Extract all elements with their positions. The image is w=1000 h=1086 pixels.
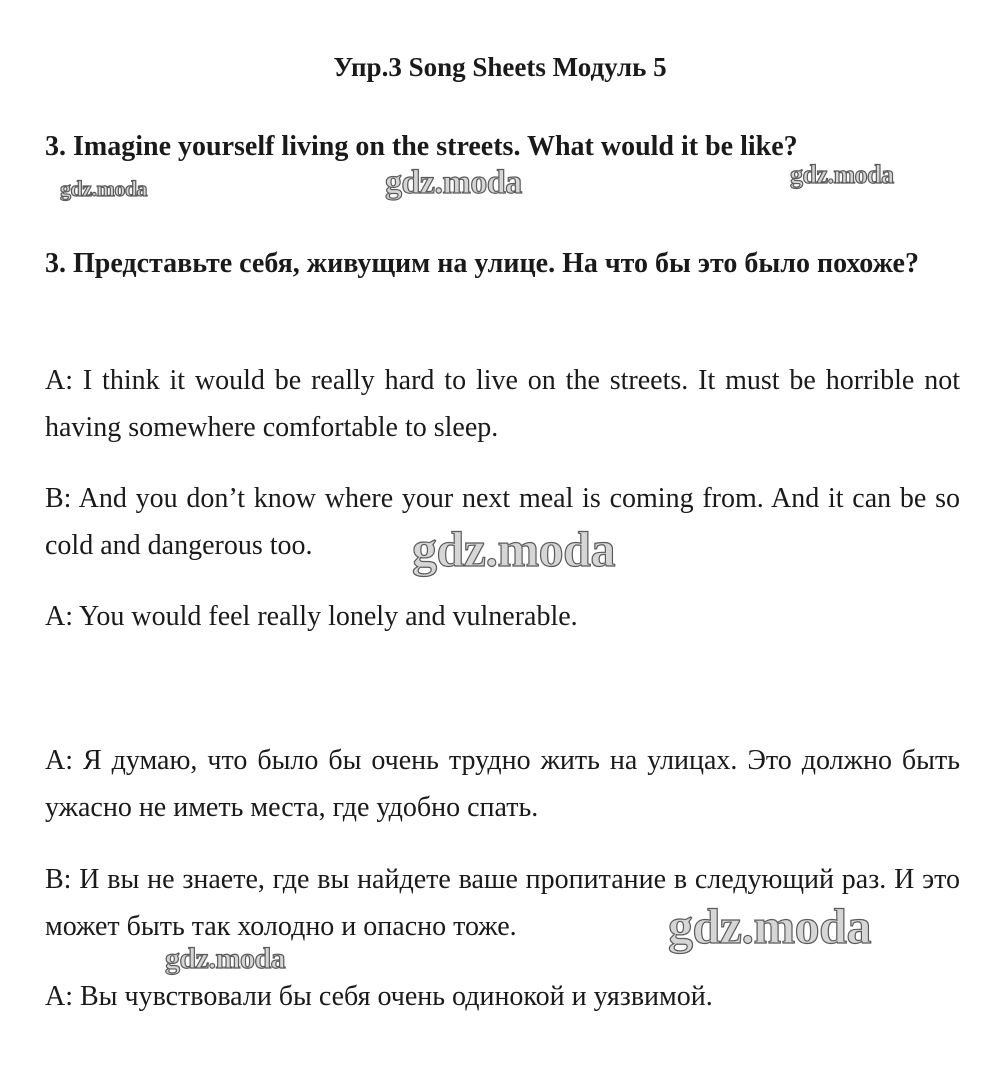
dialogue-ru-line-1: А: Я думаю, что было бы очень трудно жить на улицах. Это должно быть ужасно не иметь места, где удобно спать.: [45, 745, 960, 823]
question-en: 3. Imagine yourself living on the streets. What would it be like?: [45, 131, 798, 162]
dialogue-ru-line-3: А: Вы чувствовали бы себя очень одинокой и уязвимой.: [45, 981, 713, 1012]
dialogue-en-line-1: A: I think it would be really hard to live on the streets. It must be horrible not having somewhere comfortable to sleep.: [45, 365, 960, 443]
watermark: gdz.moda: [790, 160, 894, 189]
watermark: gdz.moda: [60, 176, 148, 201]
page-title: Упр.3 Song Sheets Модуль 5: [333, 52, 667, 82]
dialogue-en-line-2: B: And you don’t know where your next meal is coming from. And it can be so cold and dangerous too.: [45, 483, 960, 561]
dialogue-en-line-3: A: You would feel really lonely and vulnerable.: [45, 601, 578, 632]
watermark: gdz.moda: [385, 164, 522, 201]
watermark: gdz.moda: [668, 898, 871, 954]
watermark: gdz.moda: [412, 521, 615, 577]
watermark: gdz.moda: [165, 942, 286, 975]
question-ru: 3. Представьте себя, живущим на улице. На что бы это было похоже?: [45, 248, 919, 279]
dialogue-ru-line-2: В: И вы не знаете, где вы найдете ваше пропитание в следующий раз. И это может быть так холодно и опасно тоже.: [45, 864, 960, 942]
